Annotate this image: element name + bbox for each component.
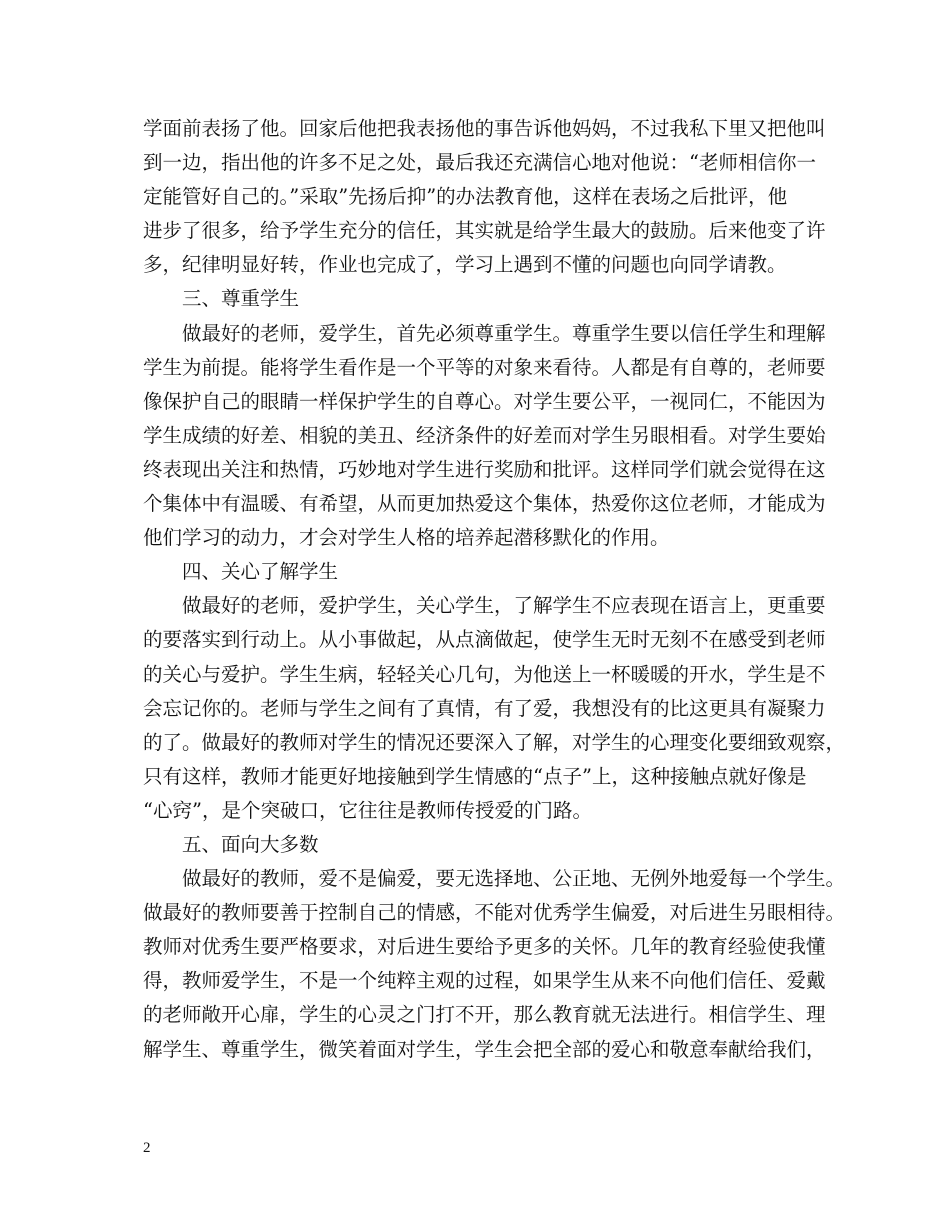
paragraph-start-line: 做最好的老师，爱学生，首先必须尊重学生。尊重学生要以信任学生和理解 <box>182 321 826 345</box>
text-line: 解学生、尊重学生，微笑着面对学生，学生会把全部的爱心和敬意奉献给我们， <box>143 1037 826 1061</box>
text-line: 多，纪律明显好转，作业也完成了，学习上遇到不懂的问题也向同学请教。 <box>143 253 787 277</box>
text-line: 做最好的教师要善于控制自己的情感，不能对优秀学生偏爱，对后进生另眼相待。 <box>143 901 846 925</box>
text-line: 个集体中有温暖、有希望，从而更加热爱这个集体，热爱你这位老师，才能成为 <box>143 492 826 516</box>
paragraph-start-line: 四、关心了解学生 <box>182 560 339 584</box>
text-line: 定能管好自己的。”采取”先扬后抑”的办法教育他，这样在表场之后批评，他 <box>143 185 788 209</box>
text-line: 的要落实到行动上。从小事做起，从点滴做起，使学生无时无刻不在感受到老师 <box>143 628 826 652</box>
text-line: 的关心与爱护。学生生病，轻轻关心几句，为他送上一杯暖暖的开水，学生是不 <box>143 662 826 686</box>
text-line: 终表现出关注和热情，巧妙地对学生进行奖励和批评。这样同学们就会觉得在这 <box>143 457 826 481</box>
body-text <box>143 112 846 1067</box>
text-line: 他们学习的动力，才会对学生人格的培养起潜移默化的作用。 <box>143 526 670 550</box>
text-line: 学面前表扬了他。回家后他把我表扬他的事告诉他妈妈，不过我私下里又把他叫 <box>143 117 826 140</box>
text-line: 教师对优秀生要严格要求，对后进生要给予更多的关怀。几年的教育经验使我懂 <box>143 935 826 959</box>
paragraph-start-line: 五、面向大多数 <box>182 832 319 856</box>
paragraph-start-line: 做最好的老师，爱护学生，关心学生，了解学生不应表现在语言上，更重要 <box>182 594 826 618</box>
text-line: 像保护自己的眼睛一样保护学生的自尊心。对学生要公平，一视同仁，不能因为 <box>143 389 826 413</box>
text-line: 的老师敞开心扉，学生的心灵之门打不开，那么教育就无法进行。相信学生、理 <box>143 1003 826 1027</box>
text-line: 进步了很多，给予学生充分的信任，其实就是给学生最大的鼓励。后来他变了许 <box>143 219 826 243</box>
text-line: 只有这样，教师才能更好地接触到学生情感的“点子”上，这种接触点就好像是 <box>143 764 807 788</box>
text-line: 到一边，指出他的许多不足之处，最后我还充满信心地对他说：“老师相信你一 <box>143 151 816 175</box>
text-line: 学生成绩的好差、相貌的美丑、经济条件的好差而对学生另眼相看。对学生要始 <box>143 423 826 447</box>
page-number: 2 <box>143 1140 151 1156</box>
paragraph-start-line: 做最好的教师，爱不是偏爱，要无选择地、公正地、无例外地爱每一个学生。 <box>182 867 846 891</box>
text-line: “心窍”，是个突破口，它往往是教师传授爱的门路。 <box>143 798 592 822</box>
paragraph-start-line: 三、尊重学生 <box>182 287 300 311</box>
text-line: 学生为前提。能将学生看作是一个平等的对象来看待。人都是有自尊的，老师要 <box>143 355 826 379</box>
text-line: 的了。做最好的教师对学生的情况还要深入了解，对学生的心理变化要细致观察， <box>143 730 846 754</box>
text-line: 得，教师爱学生，不是一个纯粹主观的过程，如果学生从来不向他们信任、爱戴 <box>143 969 826 993</box>
text-line: 会忘记你的。老师与学生之间有了真情，有了爱，我想没有的比这更具有凝聚力 <box>143 696 826 720</box>
